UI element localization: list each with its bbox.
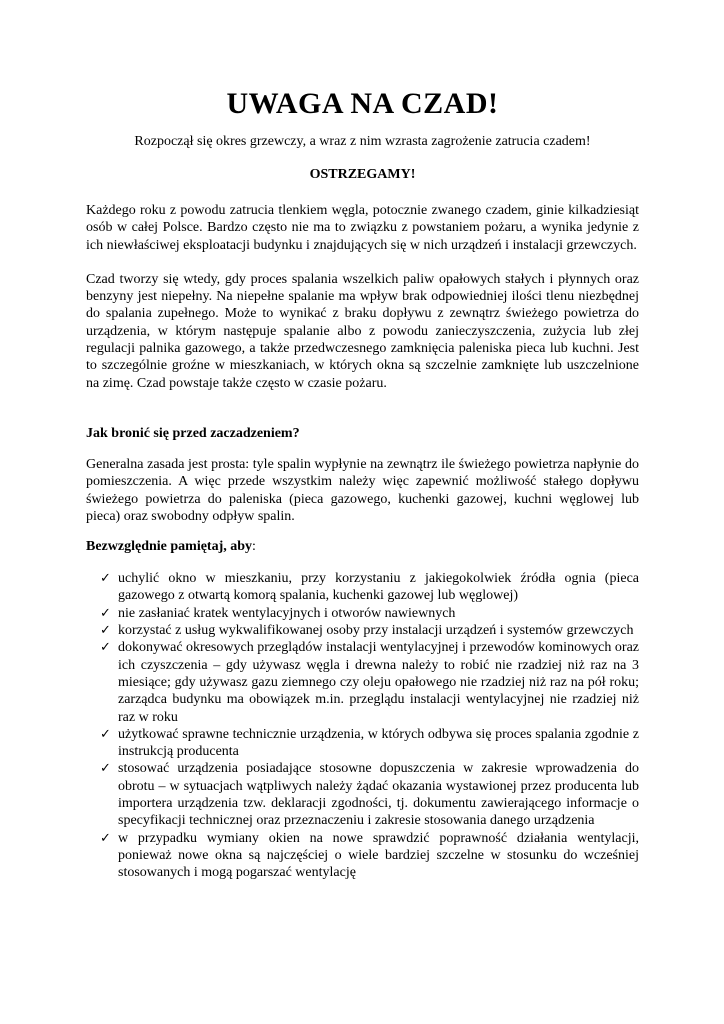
checkmark-icon: ✓ [100, 761, 111, 777]
checklist [86, 570, 639, 881]
list-item [86, 760, 639, 829]
page-title: UWAGA NA CZAD! [226, 87, 499, 120]
checkmark-icon: ✓ [100, 623, 111, 639]
checkmark-icon: ✓ [100, 640, 111, 656]
checkmark-icon: ✓ [100, 830, 111, 846]
list-item-text: w przypadku wymiany okien na nowe sprawdzić poprawność działania wentylacji, ponieważ nowe okna są najczęściej o wiele bardziej szczelne w stosunku do wcześniej stosowanych i mogą pogarszać wentylację [118, 830, 639, 881]
checkmark-icon: ✓ [100, 726, 111, 742]
section-heading: Jak bronić się przed zaczadzeniem? [86, 425, 300, 441]
warning-heading: OSTRZEGAMY! [309, 167, 416, 182]
list-item [86, 830, 639, 882]
list-heading-bold: Bezwzględnie pamiętaj, aby [86, 539, 253, 555]
list-item [86, 622, 639, 639]
list-item-text: korzystać z usług wykwalifikowanej osoby przy instalacji urządzeń i systemów grzewczych [118, 623, 634, 639]
list-item [86, 639, 639, 725]
list-item-text: dokonywać okresowych przeglądów instalacji wentylacyjnej i przewodów kominowych oraz ich czyszczenia – gdy używasz węgla i drewna należy to robić nie rzadziej niż raz na 3 miesiące; gdy używasz gazu ziemnego czy oleju opałowego nie rzadziej niż raz na pół roku; zarządca budynku ma obowiązek m.in. przeglądu instalacji wentylacyjnej nie rzadziej niż raz w roku [118, 640, 639, 725]
list-item-text: użytkować sprawne technicznie urządzenia, w których odbywa się proces spalania zgodnie z instrukcją producenta [118, 726, 639, 760]
list-item-text: stosować urządzenia posiadające stosowne dopuszczenia w zakresie wprowadzenia do obrotu – w sytuacjach wątpliwych należy żądać okazania wystawionej przez producenta lub importera urządzenia tzw. deklaracji zgodności, tj. dokumentu zawierającego informacje o specyfikacji technicznej oraz przeznaczeniu i zakresie stosowania danego urządzenia [118, 761, 639, 829]
document-page [86, 86, 639, 882]
paragraph-2: Czad tworzy się wtedy, gdy proces spalania wszelkich paliw opałowych stałych i płynnych oraz benzyny jest niepełny. Na niepełne spalanie ma wpływ brak odpowiedniej ilości tlenu niezbędnej do spalania zupełnego. Może to wynikać z braku dopływu z zewnątrz świeżego powietrza do urządzenia, w którym następuje spalanie albo z powodu zanieczyszczenia, zużycia lub złej regulacji palnika gazowego, a także przedwczesnego zamknięcia paleniska pieca lub kuchni. Jest to szczególnie groźne w mieszkaniach, w których okna są szczelnie zamknięte lub uszczelnione na zimę. Czad powstaje także często w czasie pożaru. [86, 271, 639, 391]
list-heading [86, 538, 639, 556]
list-item [86, 726, 639, 761]
paragraph-1: Każdego roku z powodu zatrucia tlenkiem węgla, potocznie zwanego czadem, ginie kilkadziesiąt osób w całej Polsce. Bardzo często nie ma to związku z powstaniem pożaru, a wynika jedynie z ich niewłaściwej eksploatacji budynku i znajdujących się w nich urządzeń i instalacji grzewczych. [86, 203, 639, 253]
checkmark-icon: ✓ [100, 571, 111, 587]
intro-text: Rozpoczął się okres grzewczy, a wraz z nim wzrasta zagrożenie zatrucia czadem! [134, 134, 591, 149]
list-item [86, 605, 639, 622]
section-paragraph: Generalna zasada jest prosta: tyle spalin wypłynie na zewnątrz ile świeżego powietrza napłynie do pomieszczenia. A więc przede wszystkim należy więc zapewnić możliwość stałego dopływu świeżego powietrza do paleniska (pieca gazowego, kuchenki gazowej, kuchni węglowej lub pieca) oraz swobodny odpływ spalin. [86, 456, 639, 524]
checkmark-icon: ✓ [100, 605, 111, 621]
list-item-text: uchylić okno w mieszkaniu, przy korzystaniu z jakiegokolwiek źródła ognia (pieca gazowego z otwartą komorą spalania, kuchenki gazowej lub węglowej) [118, 571, 639, 604]
list-item [86, 570, 639, 605]
list-item-text: nie zasłaniać kratek wentylacyjnych i otworów nawiewnych [118, 605, 456, 621]
list-heading-suffix: : [252, 539, 256, 555]
